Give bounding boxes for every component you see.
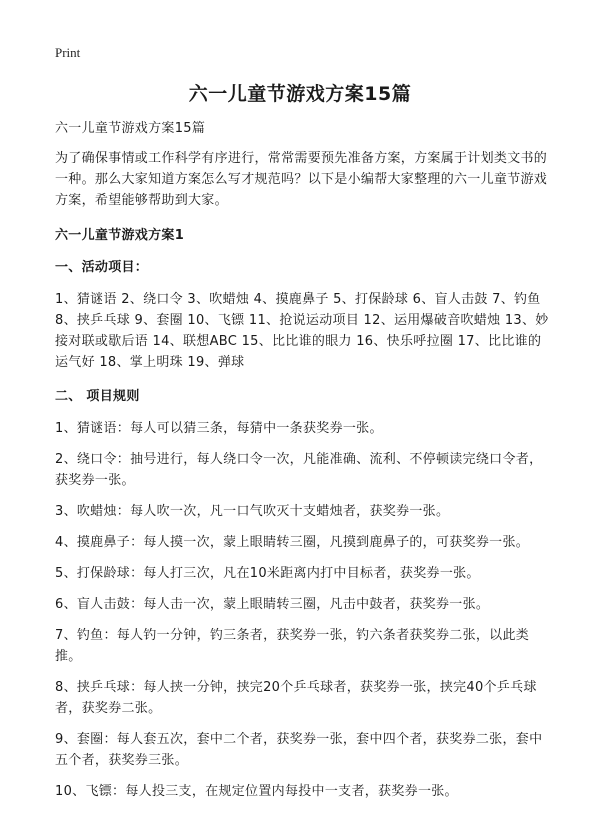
rule-item: 1、猜谜语：每人可以猜三条，每猜中一条获奖券一张。 bbox=[55, 421, 383, 436]
rule-item: 8、挟乒乓球：每人挟一分钟，挟完20个乒乓球者，获奖券一张，挟完40个乒乓球者，获奖券二张。 bbox=[55, 680, 537, 716]
rule-item: 5、打保龄球：每人打三次，凡在10米距离内打中目标者，获奖券一张。 bbox=[55, 566, 480, 581]
plan-title: 六一儿童节游戏方案1 bbox=[55, 228, 185, 243]
rule-item: 10、飞镖：每人投三支，在规定位置内每投中一支者，获奖券一张。 bbox=[55, 784, 458, 799]
rule-item: 6、盲人击鼓：每人击一次，蒙上眼睛转三圈，凡击中鼓者，获奖券一张。 bbox=[55, 597, 490, 612]
rule-item: 7、钓鱼：每人钓一分钟，钓三条者，获奖券一张，钓六条者获奖券二张，以此类推。 bbox=[55, 628, 530, 664]
section-activities-title: 一、活动项目： bbox=[55, 260, 149, 275]
activities-list: 1、猜谜语 2、绕口令 3、吹蜡烛 4、摸鹿鼻子 5、打保龄球 6、盲人击鼓 7、钓鱼 8、挟乒乓球 9、套圈 10、飞镖 11、抢说运动项目 12、运用爆破音吹蜡烛 13、妙接对联或歇后语 14、联想ABC 15、比比谁的眼力 16、快乐呼拉圈 17、比比谁的运气好 18、掌上明珠 19、弹球 bbox=[55, 292, 549, 370]
page-title: 六一儿童节游戏方案15篇 bbox=[188, 83, 412, 105]
print-link[interactable]: Print bbox=[55, 45, 81, 60]
rule-item: 9、套圈：每人套五次，套中二个者，获奖券一张，套中四个者，获奖券二张，套中五个者，获奖券三张。 bbox=[55, 732, 543, 768]
intro-paragraph: 为了确保事情或工作科学有序进行，常常需要预先准备方案，方案属于计划类文书的一种。那么大家知道方案怎么写才规范吗？以下是小编帮大家整理的六一儿童节游戏方案，希望能够帮助到大家。 bbox=[55, 151, 548, 208]
rule-item: 3、吹蜡烛：每人吹一次，凡一口气吹灭十支蜡烛者，获奖券一张。 bbox=[55, 504, 450, 519]
section-rules-title: 二、 项目规则 bbox=[55, 389, 140, 404]
doc-subtitle: 六一儿童节游戏方案15篇 bbox=[55, 121, 206, 136]
rule-item: 4、摸鹿鼻子：每人摸一次，蒙上眼睛转三圈，凡摸到鹿鼻子的，可获奖券一张。 bbox=[55, 535, 530, 550]
document-body bbox=[55, 118, 550, 812]
rule-item: 2、绕口令：抽号进行，每人绕口令一次，凡能准确、流利、不停顿读完绕口令者，获奖券一张。 bbox=[55, 452, 543, 488]
